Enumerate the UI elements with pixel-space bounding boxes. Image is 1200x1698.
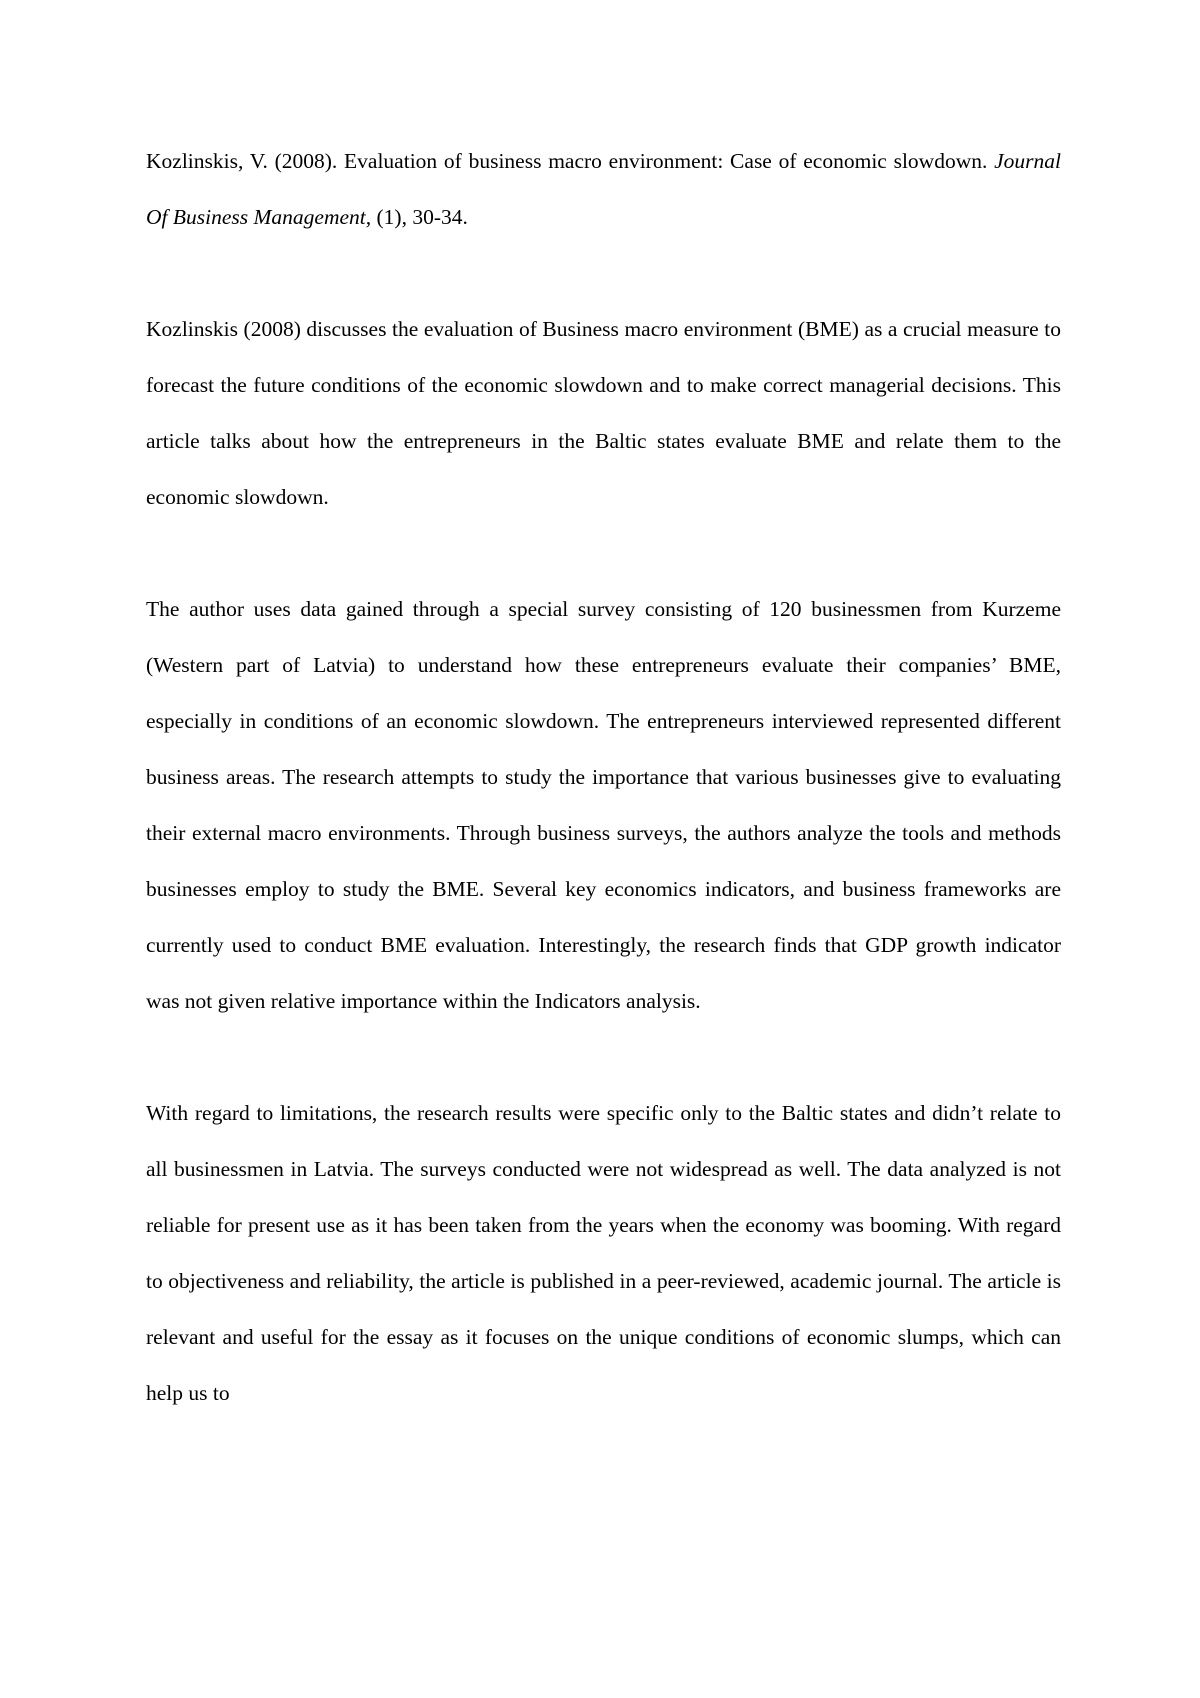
paragraph-spacer — [146, 1029, 1061, 1085]
paragraph-spacer — [146, 245, 1061, 301]
paragraph-spacer — [146, 525, 1061, 581]
paragraph-summary: Kozlinskis (2008) discusses the evaluation of Business macro environment (BME) as a crucial measure to forecast the future conditions of the economic slowdown and to make correct managerial decisions. This article talks about how the entrepreneurs in the Baltic states evaluate BME and relate them to the economic slowdown. — [146, 317, 1061, 509]
reference-tail: (1), 30-34. — [371, 205, 468, 229]
paragraph-limitations: With regard to limitations, the research results were specific only to the Baltic states and didn’t relate to all businessmen in Latvia. The surveys conducted were not widespread as well. The data analyzed is not reliable for present use as it has been taken from the years when the economy was booming. With regard to objectiveness and reliability, the article is published in a peer-reviewed, academic journal. The article is relevant and useful for the essay as it focuses on the unique conditions of economic slumps, which can help us to — [146, 1101, 1061, 1405]
reference-lead: Kozlinskis, V. (2008). Evaluation of business macro environment: Case of economic slowdown. — [146, 149, 995, 173]
reference-journal-title: Journal Of Business Management, — [146, 149, 1061, 229]
paragraph-methodology: The author uses data gained through a special survey consisting of 120 businessmen from Kurzeme (Western part of Latvia) to understand how these entrepreneurs evaluate their companies’ BME, especially in conditions of an economic slowdown. The entrepreneurs interviewed represented different business areas. The research attempts to study the importance that various businesses give to evaluating their external macro environments. Through business surveys, the authors analyze the tools and methods businesses employ to study the BME. Several key economics indicators, and business frameworks are currently used to conduct BME evaluation. Interestingly, the research finds that GDP growth indicator was not given relative importance within the Indicators analysis. — [146, 597, 1061, 1013]
reference-entry — [146, 133, 1061, 245]
document-body — [146, 133, 1061, 1421]
